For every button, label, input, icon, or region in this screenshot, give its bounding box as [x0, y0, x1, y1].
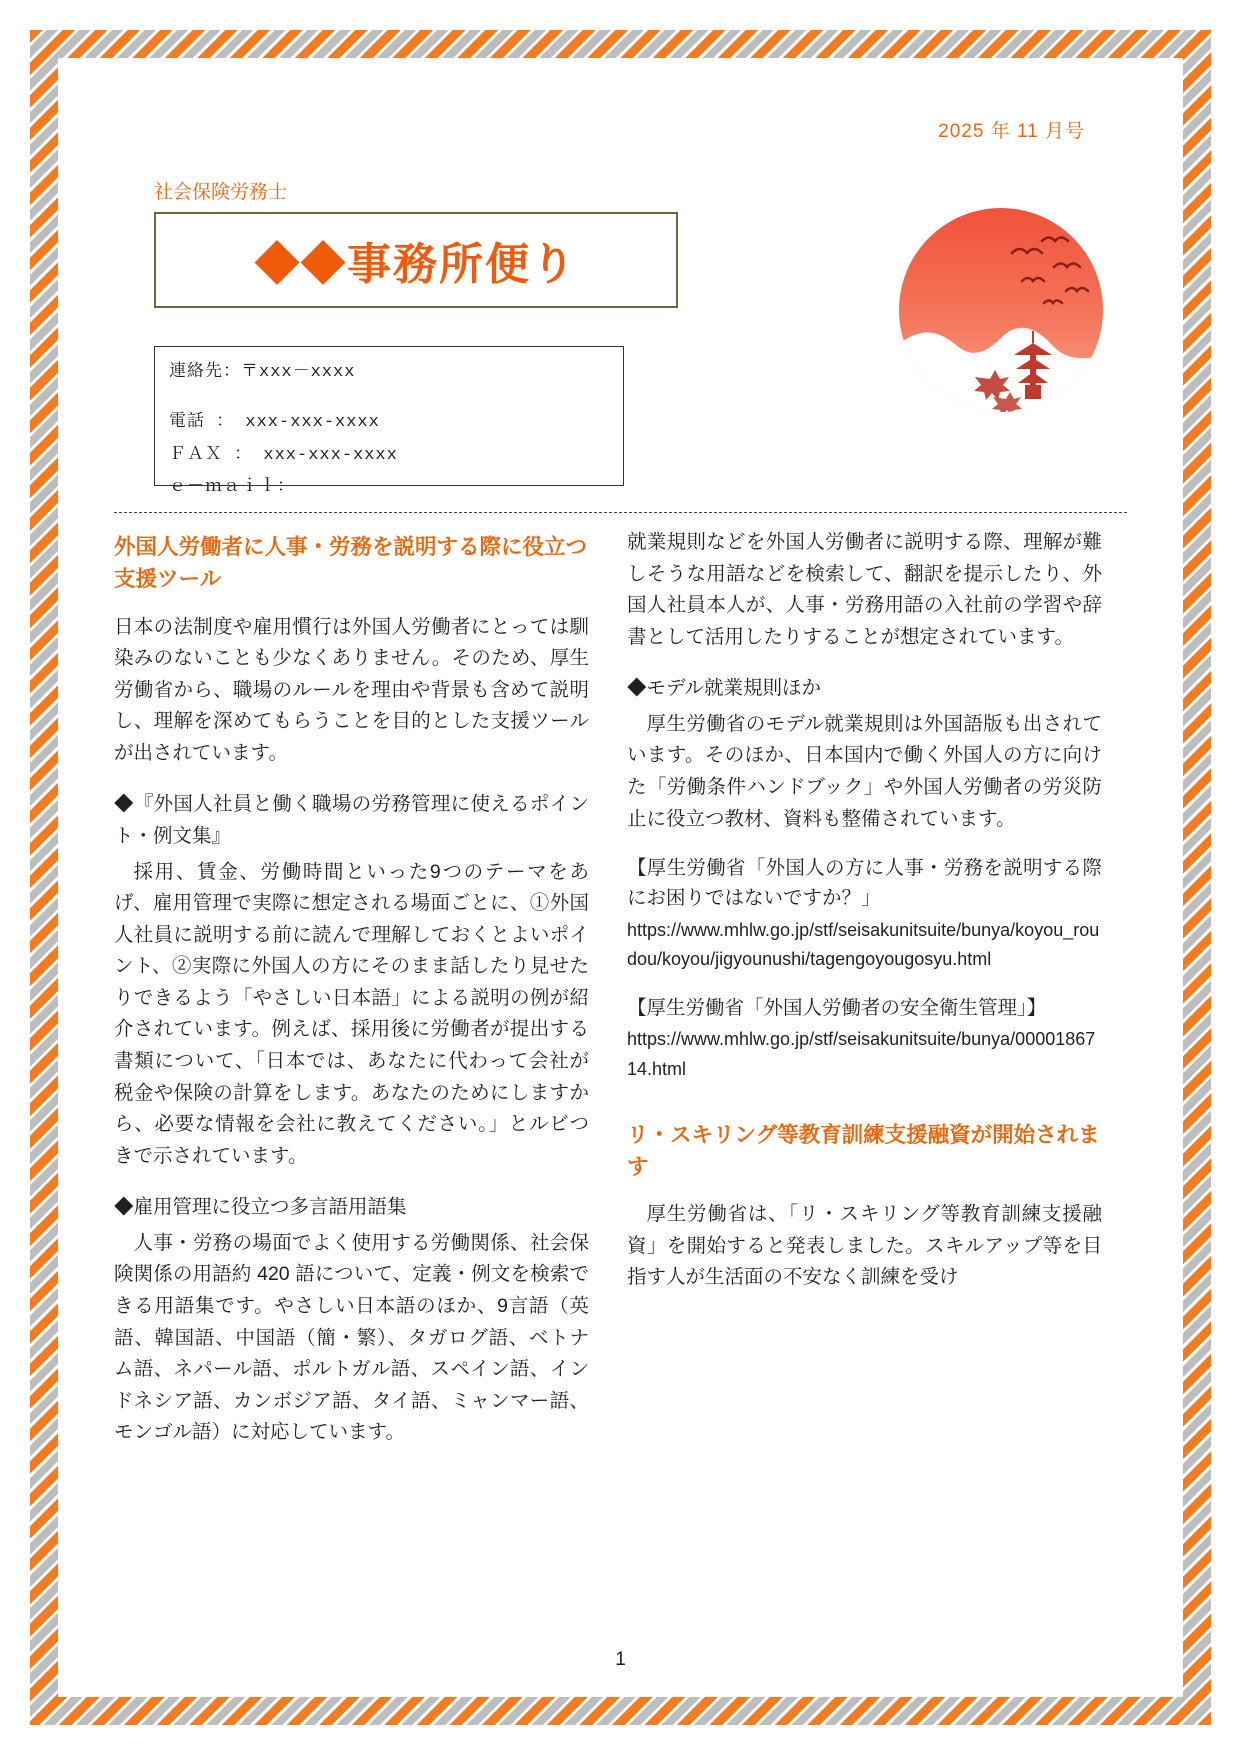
article1-paragraph-3: 人事・労務の場面でよく使用する労働関係、社会保険関係の用語約 420 語について、定義・例文を検索できる用語集です。やさしい日本語のほか、9言語（英語、韓国語、中国語（簡・繁）、タガログ語、ベトナム語、ネパール語、ポルトガル語、スペイン語、インドネシア語、カンボジア語、タイ語、ミャンマー語、モンゴル語）に対応しています。	[114, 1231, 589, 1444]
reference-2-url[interactable]: https://www.mhlw.go.jp/stf/seisakunitsuite/bunya/0000186714.html	[627, 1029, 1096, 1079]
contact-address: 連絡先：〒xxx－xxxx	[169, 363, 356, 382]
contact-fax: ＦＡＸ ： xxx-xxx-xxxx	[169, 445, 398, 465]
article1-paragraph-2: 採用、賃金、労働時間といった9つのテーマをあげ、雇用管理で実際に想定される場面ごとに、①外国人社員に説明する前に読んで理解しておくとよいポイント、②実際に外国人の方にそのまま話したり見せたりできるよう「やさしい日本語」による説明の例が紹介されています。例えば、採用後に労働者が提出する書類について、「日本では、あなたに代わって会社が税金や保険の計算をします。あなたのためにしますから、必要な情報を会社に教えてください。」とルビつきで示されています。	[114, 860, 589, 1167]
contact-info-box	[154, 346, 624, 497]
autumn-sun-pagoda-illustration	[894, 203, 1109, 418]
reference-1-title: 【厚生労働省「外国人の方に人事・労務を説明する際にお困りではないですか？」	[627, 857, 1102, 910]
column-right	[627, 527, 1102, 1463]
article1-headline: 外国人労働者に人事・労務を説明する際に役立つ支援ツール	[114, 535, 588, 592]
document-page	[58, 58, 1183, 1697]
organization-label: 社会保険労務士	[154, 182, 288, 203]
article-columns	[114, 527, 1127, 1463]
article1-paragraph-1: 日本の法制度や雇用慣行は外国人労働者にとっては馴染みのないことも少なくありません。そのため、厚生労働省から、職場のルールを理由や背景も含めて説明し、理解を深めてもらうことを目的とした支援ツールが出されています。	[114, 615, 589, 764]
issue-date: 2025 年 11 月号	[938, 121, 1085, 142]
article1-paragraph-5: 厚生労働省のモデル就業規則は外国語版も出されています。そのほか、日本国内で働く外国人の方に向けた「労働条件ハンドブック」や外国人労働者の労災防止に役立つ教材、資料も整備されています。	[627, 712, 1102, 830]
article2-headline: リ・スキリング等教育訓練支援融資が開始されます	[627, 1122, 1100, 1179]
contact-email: ｅ－ｍａｉｌ：	[169, 477, 295, 497]
column-left	[114, 527, 589, 1463]
article1-subheading-1: ◆『外国人社員と働く職場の労務管理に使えるポイント・例文集』	[114, 793, 589, 847]
article1-paragraph-4: 就業規則などを外国人労働者に説明する際、理解が難しそうな用語などを検索して、翻訳を提示したり、外国人社員本人が、人事・労務用語の入社前の学習や辞書として活用したりすることが想定されています。	[627, 531, 1102, 648]
contact-tel: 電話 ： xxx-xxx-xxxx	[169, 413, 380, 433]
reference-2-title: 【厚生労働省「外国人労働者の安全衛生管理」】	[627, 997, 1047, 1020]
reference-1-url[interactable]: https://www.mhlw.go.jp/stf/seisakunitsuite/bunya/koyou_roudou/koyou/jigyounushi/tagengoyougosyu.html	[627, 919, 1100, 970]
article2-paragraph-1: 厚生労働省は、「リ・スキリング等教育訓練支援融資」を開始すると発表しました。スキルアップ等を目指す人が生活面の不安なく訓練を受け	[627, 1203, 1102, 1289]
article1-subheading-2: ◆雇用管理に役立つ多言語用語集	[114, 1196, 407, 1219]
page-number: 1	[615, 1649, 626, 1670]
masthead	[114, 143, 1127, 497]
page-title: ◆◆事務所便り	[255, 240, 577, 289]
section-divider	[114, 512, 1127, 513]
masthead-text-block	[154, 143, 678, 497]
newsletter-title-box	[154, 212, 678, 308]
article1-subheading-3: ◆モデル就業規則ほか	[627, 677, 822, 700]
